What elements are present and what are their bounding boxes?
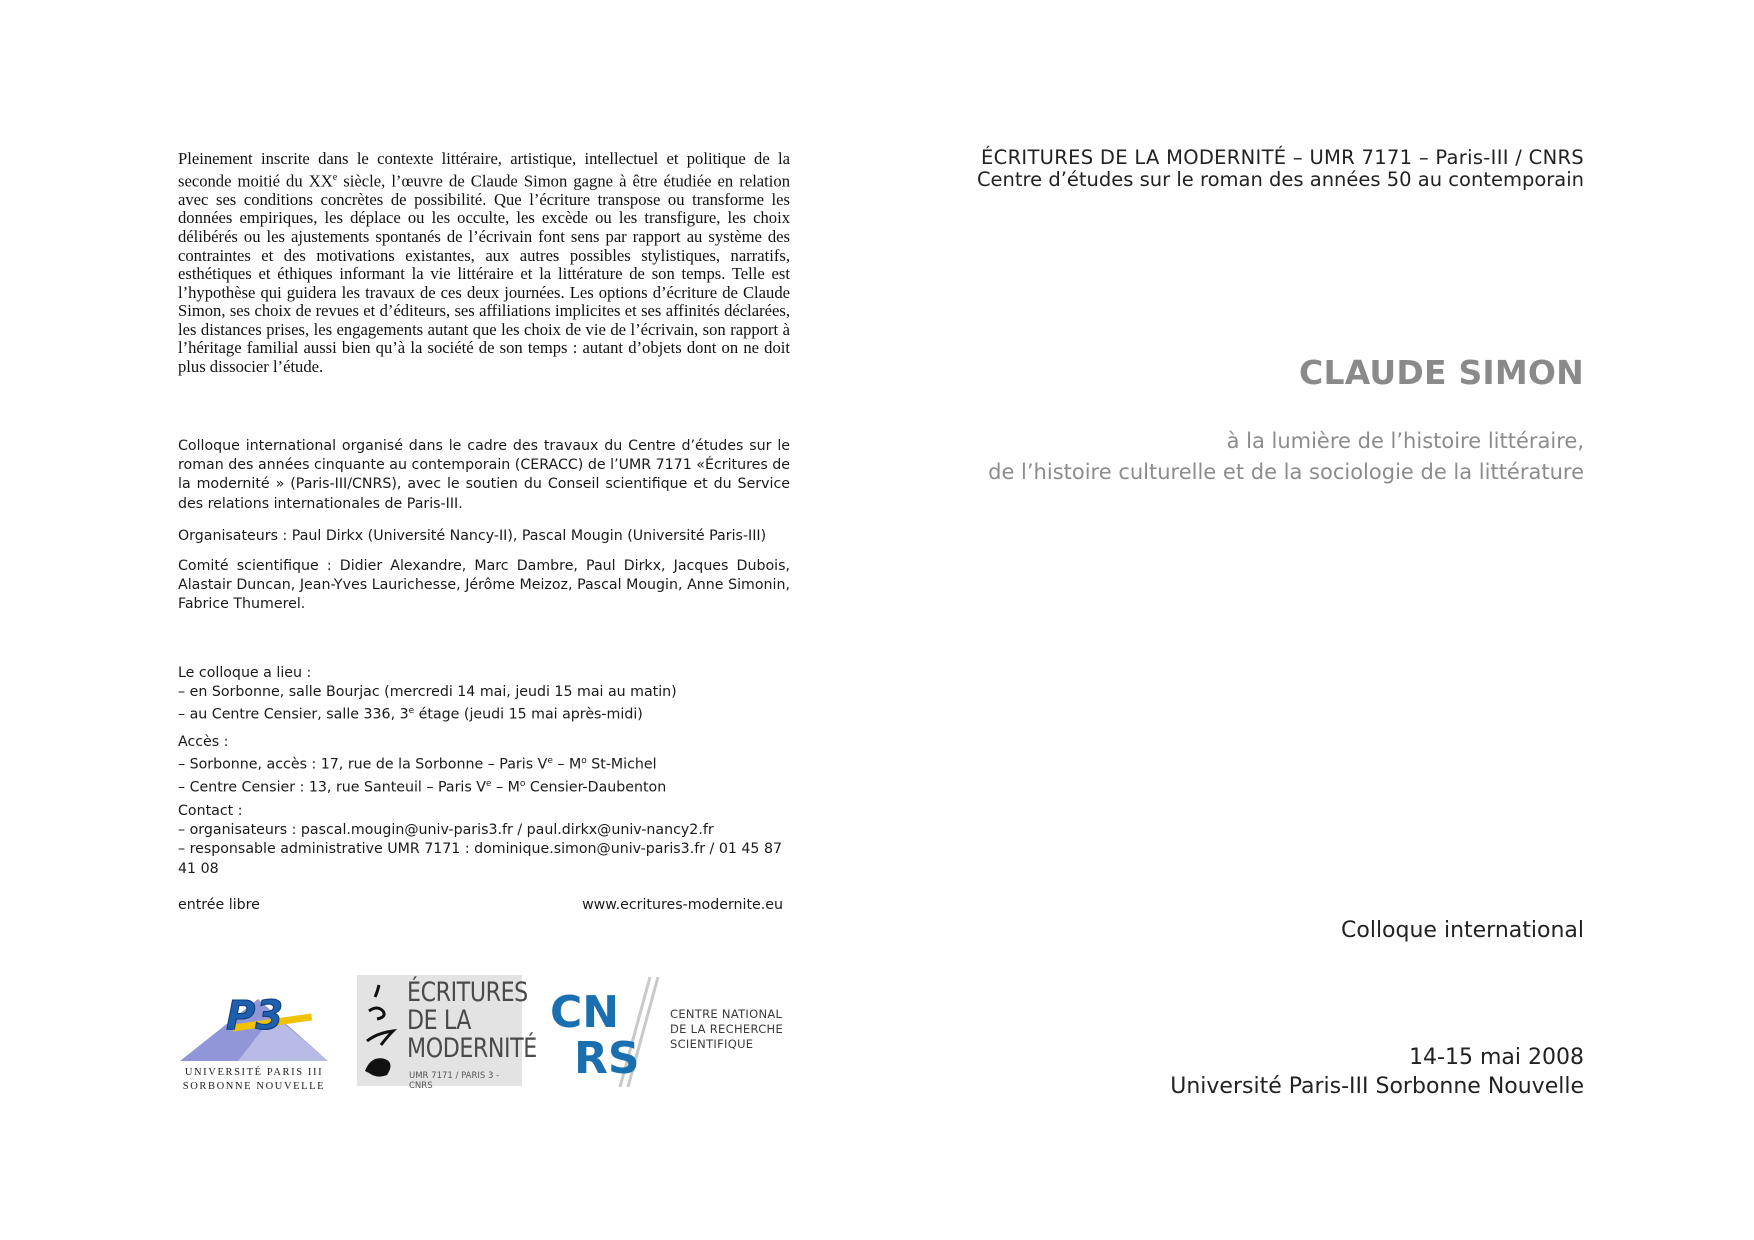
contact-heading: Contact : <box>178 803 243 819</box>
acces-section <box>178 733 790 798</box>
footer-row <box>178 896 790 915</box>
metro-superscript: o <box>519 779 526 790</box>
intro-text-end: siècle, l’œuvre de Claude Simon gagne à être étudiée en relation avec ses conditions concrètes de possibilité. Que l’écriture transpose ou transforme les données empiriques, les déplace ou les occulte, les excède ou les transfigure, les choix délibérés ou les ajustements spontanés de l’écrivain font sens par rapport au système des contraintes et des motivations existantes, aux autres possibles stylistiques, narratifs, esthétiques et éthiques informant la vie littéraire et la littérature de son temps. Telle est l’hypothèse qui guidera les travaux de ces deux journées. Les options d’écriture de Claude Simon, ses choix de revues et d’éditeurs, ses affiliations implicites et ses affinités déclarées, les distances prises, les engagements autant que les choix de vie de l’écrivain, son rapport à l’héritage familial aussi bien qu’à la société de son temps : autant d’objets dont on ne doit plus dissocier l’étude. <box>178 171 790 377</box>
subtitle-line-2: de l’histoire culturelle et de la sociologie de la littérature <box>988 460 1584 484</box>
entree-libre: entrée libre <box>178 897 260 913</box>
credits-paragraph <box>178 437 790 514</box>
cnrs-emblem-icon <box>548 975 668 1090</box>
credits-text: Colloque international organisé dans le cadre des travaux du Centre d’études sur le roman des années cinquante au contemporain (CERACC) de l’UMR 7171 «Écritures de la modernité » (Paris-III/CNRS), avec le soutien du Conseil scientifique et du Service des relations internationales de Paris-III. <box>178 438 790 512</box>
lab-subtitle: Centre d’études sur le roman des années 50 au contemporain <box>976 168 1584 191</box>
svg-text:RS: RS <box>574 1033 640 1084</box>
contact-administration: – responsable administrative UMR 7171 : dominique.simon@univ-paris3.fr / 01 45 87 41 08 <box>178 841 783 877</box>
lieu-line-censier-end: étage (jeudi 15 mai après-midi) <box>414 707 643 724</box>
lab-title: ÉCRITURES DE LA MODERNITÉ – UMR 7171 – Paris-III / CNRS <box>981 146 1584 169</box>
acces-censier-start: – Centre Censier : 13, rue Santeuil – Paris V <box>178 779 486 796</box>
intro-text-start: Pleinement inscrite dans le contexte littéraire, artistique, intellectuel et politique de la seconde moitié du XX <box>178 149 790 191</box>
main-title: CLAUDE SIMON <box>1299 353 1584 392</box>
paris3-logo <box>178 985 330 1090</box>
cnrs-line-1: CENTRE NATIONAL <box>670 1007 783 1021</box>
colloquium-subtitle <box>988 426 1584 488</box>
etage-superscript: e <box>408 706 415 717</box>
paris3-emblem-icon <box>178 985 330 1063</box>
svg-text:P3: P3 <box>226 993 284 1039</box>
acces-line-censier <box>178 775 790 798</box>
comite-text: Comité scientifique : Didier Alexandre, Marc Dambre, Paul Dirkx, Jacques Dubois, Alastair Duncan, Jean-Yves Laurichesse, Jérôme Meizoz, Pascal Mougin, Anne Simonin, Fabrice Thumerel. <box>178 558 790 613</box>
metro-superscript: o <box>581 756 587 767</box>
paris3-caption-2: SORBONNE NOUVELLE <box>182 1081 326 1092</box>
lieu-heading: Le colloque a lieu : <box>178 665 312 681</box>
acces-heading: Accès : <box>178 734 229 750</box>
lieu-section <box>178 664 790 725</box>
em-line-2: DE LA <box>407 1005 472 1036</box>
acces-censier-station: Censier-Daubenton <box>525 779 667 796</box>
comite-scientifique <box>178 557 790 615</box>
organisateurs-line <box>178 527 790 546</box>
acces-sorbonne-metro: – M <box>552 756 582 773</box>
cnrs-logo <box>548 975 793 1090</box>
event-type: Colloque international <box>1341 918 1584 943</box>
contact-organisateurs: – organisateurs : pascal.mougin@univ-paris3.fr / paul.dirkx@univ-nancy2.fr <box>178 822 714 839</box>
arrondissement-superscript: e <box>547 756 553 767</box>
organisateurs-text: Organisateurs : Paul Dirkx (Université Nancy-II), Pascal Mougin (Université Paris-III) <box>178 528 767 544</box>
lieu-line-sorbonne: – en Sorbonne, salle Bourjac (mercredi 14 mai, jeudi 15 mai au matin) <box>178 684 677 701</box>
event-dates-venue <box>1170 1043 1584 1101</box>
website-link[interactable]: www.ecritures-modernite.eu <box>582 897 783 913</box>
em-subtitle: UMR 7171 / PARIS 3 - CNRS <box>409 1071 500 1091</box>
intro-paragraph <box>178 150 790 377</box>
event-dates: 14-15 mai 2008 <box>1409 1045 1584 1070</box>
cnrs-line-2: DE LA RECHERCHE <box>670 1022 784 1036</box>
ecritures-modernite-logo <box>357 975 537 1091</box>
lieu-line-censier <box>178 702 790 725</box>
subtitle-line-1: à la lumière de l’histoire littéraire, <box>1226 429 1584 453</box>
acces-censier-metro: – M <box>491 779 520 796</box>
em-line-3: MODERNITÉ <box>407 1033 537 1064</box>
calligraphy-marks-icon <box>357 975 405 1086</box>
paris3-caption-1: UNIVERSITÉ PARIS III <box>184 1067 324 1078</box>
century-superscript: e <box>332 171 338 183</box>
event-venue: Université Paris-III Sorbonne Nouvelle <box>1170 1074 1584 1099</box>
contact-section <box>178 802 790 879</box>
cnrs-line-3: SCIENTIFIQUE <box>670 1037 754 1051</box>
lieu-line-censier-start: – au Centre Censier, salle 336, 3 <box>178 707 409 724</box>
acces-sorbonne-station: St-Michel <box>586 756 657 773</box>
arrondissement-superscript: e <box>485 779 492 790</box>
svg-text:CN: CN <box>550 987 620 1038</box>
acces-sorbonne-start: – Sorbonne, accès : 17, rue de la Sorbonne – Paris V <box>178 756 548 773</box>
em-line-1: ÉCRITURES <box>407 977 528 1008</box>
acces-line-sorbonne <box>178 752 790 775</box>
